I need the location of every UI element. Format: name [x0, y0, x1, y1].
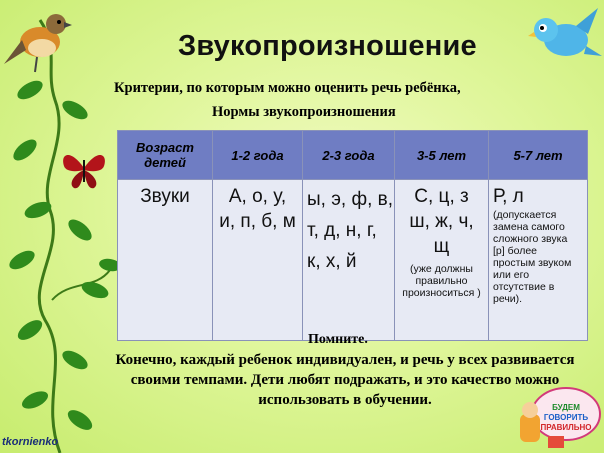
header-1-2: 1-2 года: [213, 131, 303, 180]
cell-age-3-5-note: (уже должны правильно произноситься ): [402, 263, 481, 299]
table-header-row: [118, 131, 588, 180]
cell-age-1-2: [213, 180, 303, 341]
header-3-5: 3-5 лет: [395, 131, 489, 180]
cell-age-5-7: [489, 180, 588, 341]
row-label: [118, 180, 213, 341]
watermark: tkornienko: [2, 436, 59, 448]
svg-text:ПРАВИЛЬНО: ПРАВИЛЬНО: [540, 423, 592, 432]
cell-age-2-3: [303, 180, 395, 341]
header-5-7: 5-7 лет: [489, 131, 588, 180]
blue-bird-icon: [528, 4, 602, 68]
remember-label: Помните.: [308, 332, 368, 347]
svg-text:ГОВОРИТЬ: ГОВОРИТЬ: [543, 413, 589, 422]
row-label-text: Звуки: [140, 186, 190, 207]
cell-age-1-2-text: А, о, у, и, п, б, м: [219, 186, 296, 232]
norms-table: [117, 130, 588, 341]
header-age: Возраст детей: [118, 131, 213, 180]
cell-age-3-5-text: С, ц, з ш, ж, ч, щ: [409, 186, 474, 257]
cell-age-5-7-text: Р, л: [493, 186, 524, 207]
cell-age-3-5: [395, 180, 489, 341]
table-caption: Нормы звукопроизношения: [212, 104, 396, 120]
svg-text:БУДЕМ: БУДЕМ: [552, 403, 580, 412]
advice-paragraph: Конечно, каждый ребенок индивидуален, и речь у всех развивается своими темпами. Дети любят подражать, и это качество можно использовать в обучении.: [115, 352, 575, 408]
butterfly-icon: [60, 148, 108, 190]
bird-icon: [2, 2, 72, 74]
table-row: [118, 180, 588, 341]
cell-age-5-7-note: (допускается замена самого сложного звука [р] более простым звуком или его отсутствие в речи).: [493, 209, 572, 305]
page-title: Звукопроизношение: [178, 30, 477, 62]
subtitle: Критерии, по которым можно оценить речь ребёнка,: [114, 80, 461, 96]
header-2-3: 2-3 года: [303, 131, 395, 180]
cell-age-2-3-text: ы, э, ф, в, т, д, н, г, к, х, й: [307, 189, 394, 272]
